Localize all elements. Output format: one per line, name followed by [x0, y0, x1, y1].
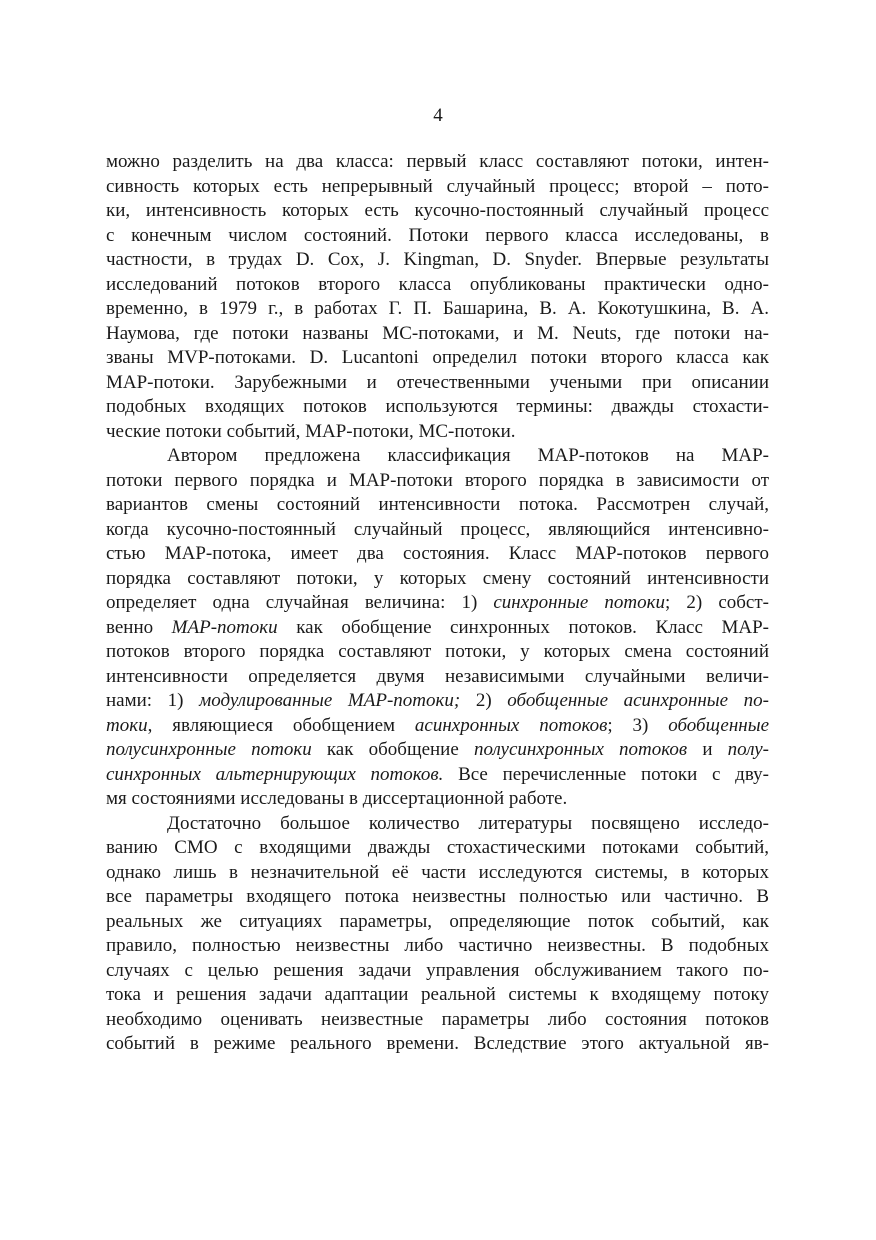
text-run: потоки первого порядка и MAP-потоки второго порядка в зависимости от — [106, 469, 769, 491]
text-run: , являющиеся обобщением — [147, 714, 415, 736]
text-line — [106, 150, 769, 175]
italic-text-run: MAP-потоки — [171, 616, 278, 638]
text-run: ванию СМО с входящими дважды стохастическими потоками событий, — [106, 837, 769, 858]
italic-text-run: токи — [106, 714, 148, 736]
text-run: венно — [106, 616, 172, 638]
text-run: ки, интенсивность которых есть кусочно-постоянный случайный процесс — [106, 200, 769, 221]
text-line — [106, 469, 769, 494]
text-line — [106, 861, 769, 886]
text-run: событий в режиме реального времени. Вследствие этого актуальной яв- — [106, 1033, 769, 1054]
text-line — [106, 787, 769, 812]
text-line — [106, 885, 769, 910]
text-run: ; 2) собст- — [665, 592, 769, 613]
italic-text-run: полу- — [727, 739, 769, 760]
text-line — [106, 959, 769, 984]
italic-text-run: полусинхронные потоки — [106, 739, 312, 760]
text-line — [106, 640, 769, 665]
text-line — [106, 983, 769, 1008]
text-line — [106, 763, 769, 788]
text-run: с конечным числом состояний. Потоки первого класса исследованы, в — [106, 224, 769, 246]
text-line — [106, 371, 769, 396]
text-run: все параметры входящего потока неизвестны полностью или частично. В — [106, 886, 769, 907]
text-run: Все перечисленные потоки с дву- — [443, 763, 769, 785]
text-run: ; 3) — [607, 714, 669, 736]
text-line — [106, 1032, 769, 1057]
text-run: Наумова, где потоки названы МС-потоками, и M. Neuts, где потоки на- — [106, 322, 769, 344]
text-run: и — [687, 739, 728, 760]
text-run: MAP-потоки. Зарубежными и отечественными учеными при описании — [106, 371, 769, 393]
text-run: исследований потоков второго класса опубликованы практически одно- — [106, 273, 769, 295]
text-run: подобных входящих потоков используются термины: дважды стохасти- — [106, 396, 769, 417]
text-run: 2) — [460, 690, 508, 711]
italic-text-run: модулированные MAP-потоки; — [199, 690, 461, 711]
text-run: правило, полностью неизвестны либо частично неизвестны. В подобных — [106, 935, 769, 956]
text-run: сивность которых есть непрерывный случайный процесс; второй – пото- — [106, 175, 769, 197]
text-run: Автором предложена классификация MAP-потоков на MAP- — [167, 445, 769, 466]
text-line — [106, 665, 769, 690]
text-run: как обобщение — [311, 739, 474, 760]
italic-text-run: синхронных альтернирующих потоков. — [106, 763, 444, 785]
italic-text-run: обобщенные — [668, 714, 769, 736]
text-run: можно разделить на два класса: первый класс составляют потоки, интен- — [106, 151, 769, 172]
text-line — [106, 175, 769, 200]
text-line — [106, 689, 769, 714]
text-run: званы MVP-потоками. D. Lucantoni определил потоки второго класса как — [106, 347, 769, 368]
text-line — [106, 518, 769, 543]
text-run: стью MAP-потока, имеет два состояния. Класс MAP-потоков первого — [106, 543, 769, 564]
text-run: однако лишь в незначительной её части исследуются системы, в которых — [106, 861, 769, 883]
text-line — [106, 248, 769, 273]
text-run: когда кусочно-постоянный случайный процесс, являющийся интенсивно- — [106, 518, 769, 540]
text-run: случаях с целью решения задачи управления обслуживанием такого по- — [106, 959, 769, 981]
text-line — [106, 322, 769, 347]
page-number: 4 — [433, 105, 443, 126]
text-line — [106, 812, 769, 837]
text-line — [106, 273, 769, 298]
italic-text-run: полусинхронных потоков — [473, 739, 688, 760]
text-line — [106, 934, 769, 959]
text-line — [106, 199, 769, 224]
italic-text-run: обобщенные асинхронные по- — [507, 690, 769, 711]
italic-text-run: синхронные потоки — [493, 592, 666, 613]
text-line — [106, 297, 769, 322]
text-run: тока и решения задачи адаптации реальной системы к входящему потоку — [106, 984, 769, 1005]
text-line — [106, 493, 769, 518]
text-run: реальных же ситуациях параметры, определяющие поток событий, как — [106, 910, 769, 932]
text-run: мя состояниями исследованы в диссертационной работе. — [106, 788, 568, 809]
text-run: вариантов смены состояний интенсивности потока. Рассмотрен случай, — [106, 494, 769, 515]
text-line — [106, 591, 769, 616]
italic-text-run: асинхронных потоков — [414, 714, 608, 736]
text-line — [106, 738, 769, 763]
text-run: Достаточно большое количество литературы посвящено исследо- — [167, 812, 769, 834]
text-line — [106, 395, 769, 420]
text-line — [106, 542, 769, 567]
text-run: определяет одна случайная величина: 1) — [106, 592, 494, 613]
text-run: частности, в трудах D. Cox, J. Kingman, D. Snyder. Впервые результаты — [106, 249, 769, 270]
text-run: ческие потоки событий, MAP-потоки, МС-потоки. — [106, 420, 516, 442]
text-line — [106, 1008, 769, 1033]
text-run: нами: 1) — [106, 690, 200, 711]
text-line — [106, 910, 769, 935]
text-line — [106, 420, 769, 445]
text-run: порядка составляют потоки, у которых смену состояний интенсивности — [106, 567, 769, 589]
text-line — [106, 224, 769, 249]
text-line — [106, 714, 769, 739]
text-line — [106, 836, 769, 861]
text-run: потоков второго порядка составляют потоки, у которых смена состояний — [106, 641, 769, 662]
text-line — [106, 346, 769, 371]
text-line — [106, 567, 769, 592]
text-run: временно, в 1979 г., в работах Г. П. Башарина, В. А. Кокотушкина, В. А. — [106, 298, 769, 319]
text-run: необходимо оценивать неизвестные параметры либо состояния потоков — [106, 1008, 769, 1030]
text-line — [106, 444, 769, 469]
text-line — [106, 616, 769, 641]
text-run: как обобщение синхронных потоков. Класс MAP- — [277, 616, 769, 638]
body-text — [106, 150, 769, 1057]
text-run: интенсивности определяется двумя независимыми случайными величи- — [106, 665, 769, 687]
